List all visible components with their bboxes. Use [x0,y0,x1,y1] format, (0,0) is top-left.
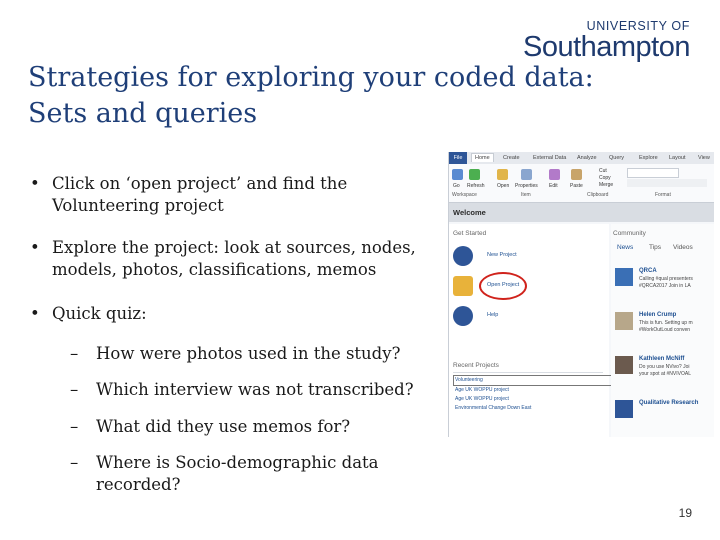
ribbon-small-label[interactable]: Cut [599,168,607,174]
quiz-text: Which interview was not transcribed? [96,380,414,399]
tab-home[interactable]: Home [471,153,494,162]
ribbon-label: Refresh [467,183,485,189]
quiz-text: Where is Socio-demographic data recorded? [96,453,379,494]
properties-icon[interactable] [521,169,532,180]
post-line: Do you use NVivo? Joi [639,364,690,370]
refresh-icon[interactable] [469,169,480,180]
paste-icon[interactable] [571,169,582,180]
divider [453,372,603,373]
logo-line-1: UNIVERSITY OF [586,19,690,33]
post-text [639,364,691,377]
ribbon-small-label[interactable]: Merge [599,182,614,188]
avatar [615,312,633,330]
recent-projects-header: Recent Projects [453,362,499,369]
tab-external-data[interactable]: External Data [533,155,567,161]
open-icon[interactable] [497,169,508,180]
ribbon-label: Go [453,183,460,189]
bullet-text: Quick quiz: [52,304,147,323]
folder-icon [453,276,473,296]
quiz-text: How were photos used in the study? [96,344,401,363]
bullet-text: Explore the project: look at sources, nodes, models, photos, classifications, memos [52,238,416,279]
help-icon [453,306,473,326]
community-panel [611,224,714,437]
post-author: Qualitative Research [639,400,699,406]
tab-explore[interactable]: Explore [639,155,658,161]
title-line-1: Strategies for exploring your coded data: [28,62,594,93]
community-post[interactable] [615,400,714,437]
community-post[interactable] [615,356,714,396]
avatar [615,268,633,286]
recent-project[interactable]: Environmental Change Down East [455,405,532,411]
bullet-text: Click on ‘open project’ and find the Volunteering project [52,174,348,215]
bullet-marker: • [30,304,40,323]
post-line: your spot at #NVIVOAL [639,370,691,377]
tab-file[interactable]: File [449,152,467,164]
university-logo [523,20,690,62]
post-author: Helen Crump [639,312,677,318]
get-started-header: Get Started [453,230,487,237]
title-line-2: Sets and queries [28,98,258,129]
get-started-panel [449,224,609,437]
recent-project[interactable]: Age UK WOPPU project [455,396,509,402]
new-project-action[interactable] [453,246,603,268]
tab-layout[interactable]: Layout [669,155,686,161]
community-post[interactable] [615,312,714,352]
tab-news[interactable]: News [617,244,634,251]
bullet-marker: • [30,238,40,257]
tab-view[interactable]: View [698,155,710,161]
tab-create[interactable]: Create [503,155,520,161]
tab-analyze[interactable]: Analyze [577,155,597,161]
tab-query[interactable]: Query [609,155,624,161]
recent-project[interactable]: Age UK WOPPU project [455,387,509,393]
new-project-icon [453,246,473,266]
post-line: #QRCA2017 Join in LA [639,282,691,289]
ribbon [449,164,714,203]
community-header: Community [613,230,646,237]
ribbon-label: Edit [549,183,558,189]
ribbon-group-label: Format [655,192,671,198]
welcome-bar [449,203,714,222]
post-text [639,320,693,333]
ribbon-small-label[interactable]: Copy [599,175,611,181]
go-icon[interactable] [452,169,463,180]
logo-line-2: Southampton [522,31,690,63]
help-action[interactable] [453,306,603,328]
ribbon-group-label: Item [521,192,531,198]
welcome-label: Welcome [453,208,486,217]
format-toolbar[interactable] [627,179,707,187]
tab-tips[interactable]: Tips [649,244,662,251]
ribbon-label: Paste [570,183,583,189]
open-project-action[interactable] [453,276,603,298]
page-number: 19 [678,506,692,520]
post-line: This is fun. Setting up m [639,320,693,326]
post-line: Calling #qual presenters [639,276,693,282]
post-author: Kathleen McNiff [639,356,685,362]
quiz-marker: – [70,380,79,399]
post-line: #WorkOutLoud conven [639,326,691,333]
ribbon-label: Open [497,183,510,189]
tab-videos[interactable]: Videos [673,244,693,251]
ribbon-group-label: Workspace [452,192,477,198]
quiz-marker: – [70,344,79,363]
nvivo-screenshot [448,152,714,437]
recent-project[interactable]: Volunteering [455,377,483,383]
post-text [639,276,693,289]
action-label[interactable]: New Project [487,252,517,258]
font-select[interactable] [627,168,679,178]
post-author: QRCA [639,268,657,274]
quiz-marker: – [70,417,79,436]
avatar [615,400,633,418]
ribbon-group-label: Clipboard [587,192,609,198]
bullet-marker: • [30,174,40,193]
ribbon-label: Properties [515,183,538,189]
slide-title [28,60,628,132]
action-label[interactable]: Help [487,312,499,318]
ribbon-tab-bar [449,152,714,164]
quiz-marker: – [70,453,79,472]
avatar [615,356,633,374]
quiz-text: What did they use memos for? [96,417,351,436]
action-label[interactable]: Open Project [487,282,520,288]
community-post[interactable] [615,268,714,308]
edit-icon[interactable] [549,169,560,180]
